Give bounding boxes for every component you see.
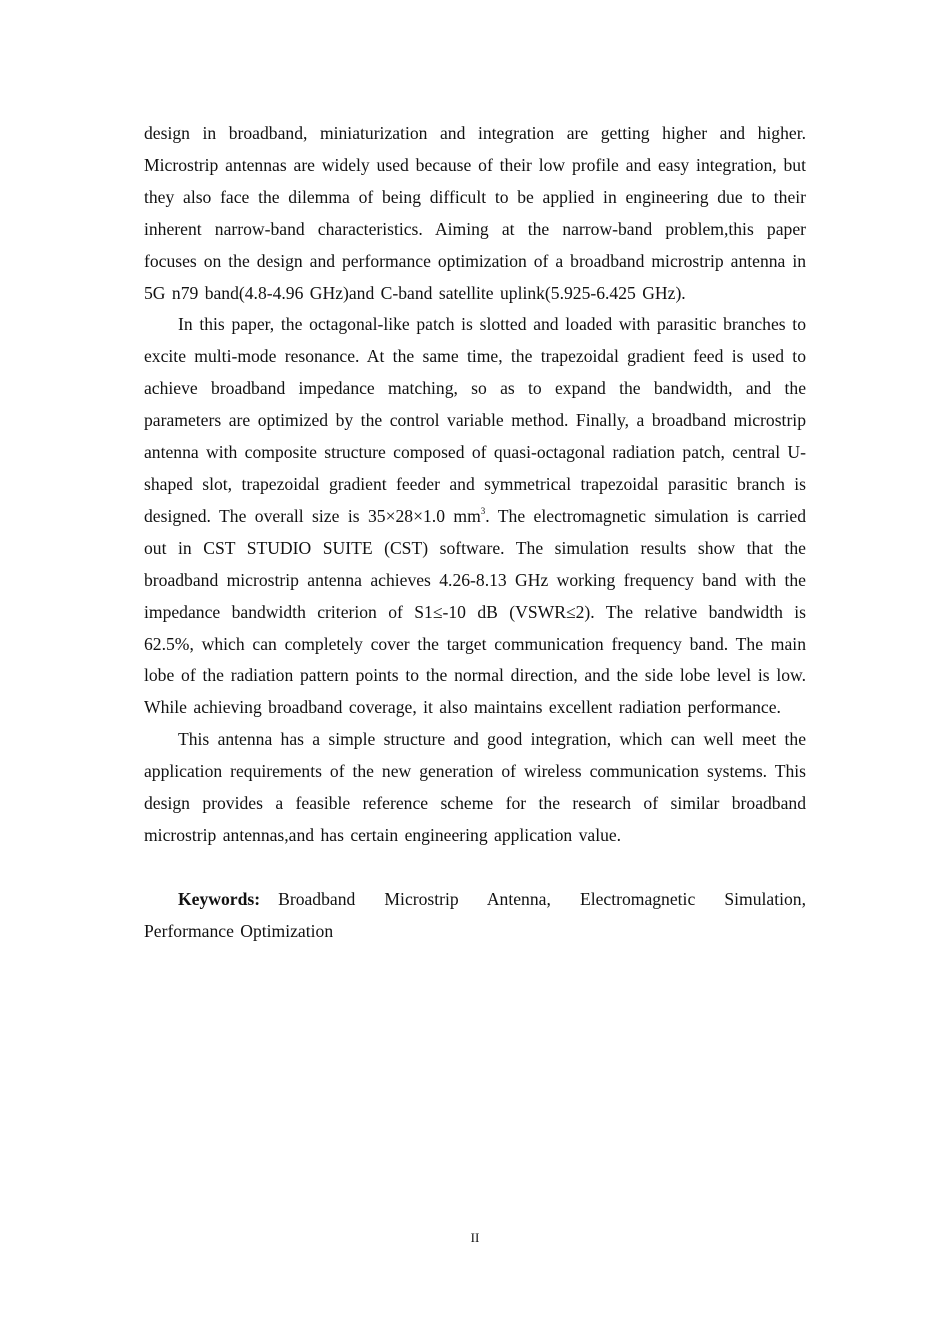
abstract-paragraph-3: This antenna has a simple structure and good integration, which can well meet the application requirements of the new generation of wireless communication systems. This design provides a feasible reference scheme for the research of similar broadband microstrip antennas,and has certain engineering application value. (144, 729, 806, 845)
abstract-paragraph-2 (144, 309, 806, 724)
keywords-text: Broadband Microstrip Antenna, Electromagnetic Simulation, Performance Optimization (144, 888, 806, 941)
page-number: II (470, 1230, 480, 1245)
paragraph-2-text-start: In this paper, the octagonal-like patch is slotted and loaded with parasitic branches to excite multi-mode resonance. At the same time, the trapezoidal gradient feed is used to achieve broadband impedance matching, so as to expand the bandwidth, and the parameters are optimized by the control variable method. Finally, a broadband microstrip antenna with composite structure composed of quasi-octagonal radiation patch, central U-shaped slot, trapezoidal gradient feeder and symmetrical trapezoidal parasitic branch is designed. The overall size is 35×28×1.0 mm (144, 314, 806, 526)
abstract-paragraph-1: design in broadband, miniaturization and integration are getting higher and higher. Microstrip antennas are widely used because of their low profile and easy integration, but they also face the dilemma of being difficult to be applied in engineering due to their inherent narrow-band characteristics. Aiming at the narrow-band problem,this paper focuses on the design and performance optimization of a broadband microstrip antenna in 5G n79 band(4.8-4.96 GHz)and C-band satellite uplink(5.925-6.425 GHz). (144, 123, 806, 303)
paragraph-2-text-end: . The electromagnetic simulation is carried out in CST STUDIO SUITE (CST) software. The simulation results show that the broadband microstrip antenna achieves 4.26-8.13 GHz working frequency band with the impedance bandwidth criterion of S1≤-10 dB (VSWR≤2). The relative bandwidth is 62.5%, which can completely cover the target communication frequency band. The main lobe of the radiation pattern points to the normal direction, and the side lobe level is low. While achieving broadband coverage, it also maintains excellent radiation performance. (144, 505, 806, 718)
cubic-superscript: 3 (480, 505, 486, 516)
keywords-line (144, 884, 806, 948)
abstract-body (144, 118, 806, 948)
keywords-label: Keywords: (178, 888, 261, 909)
